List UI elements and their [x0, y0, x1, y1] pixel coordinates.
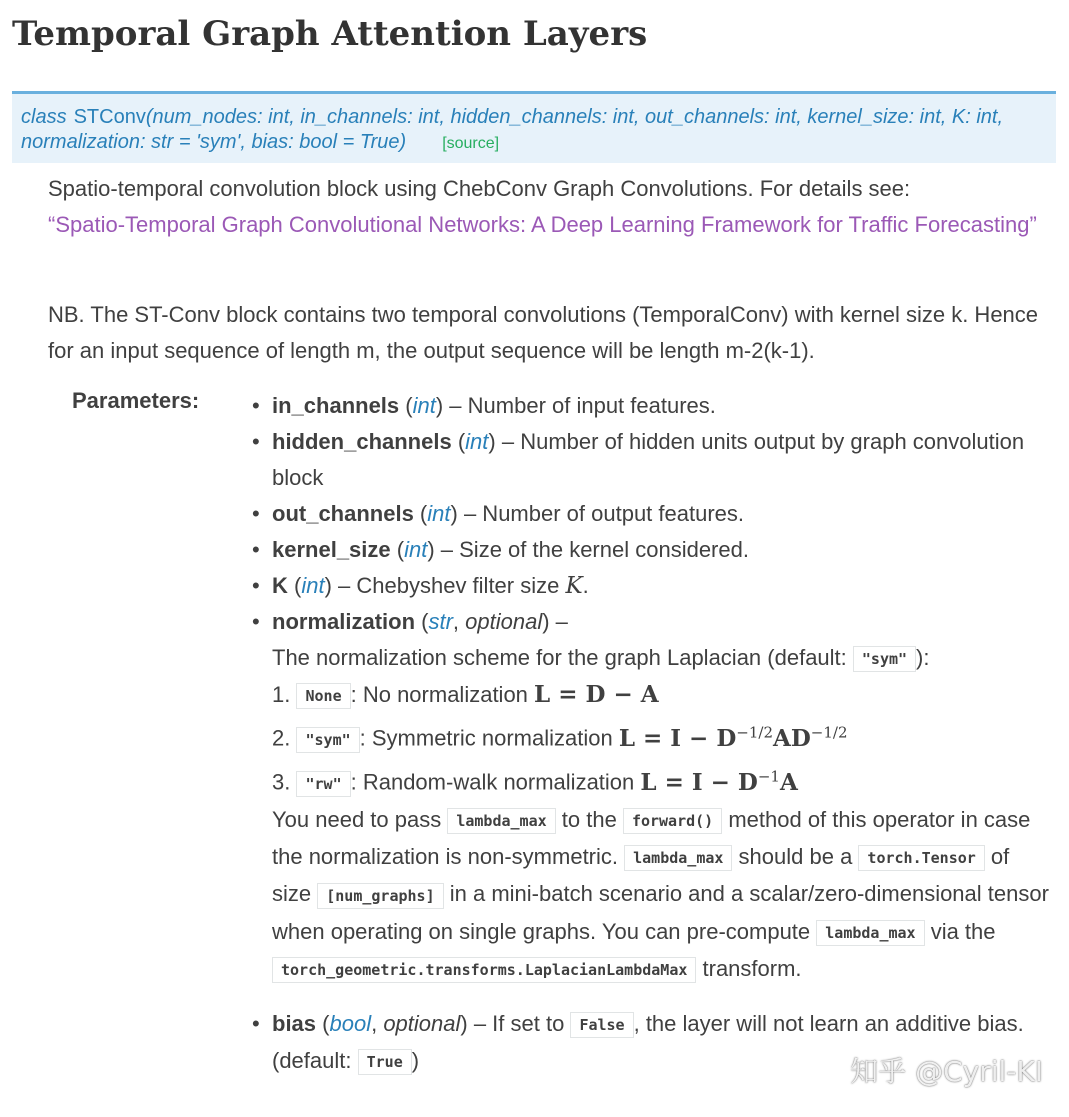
code-lambda-max: lambda_max — [624, 845, 732, 871]
param-desc: – Chebyshev filter size — [331, 573, 566, 598]
class-name: STConv — [73, 106, 146, 128]
param-desc: – Number of hidden units output by graph convolution block — [272, 429, 1025, 490]
code-num-graphs: [num_graphs] — [317, 883, 443, 909]
norm-item-1-num: 1. — [272, 682, 291, 708]
code-sym: "sym" — [296, 727, 359, 753]
param-name: in_channels — [272, 393, 400, 418]
param-type-link[interactable]: int — [412, 393, 436, 418]
code-true: True — [358, 1049, 412, 1075]
norm-item-3-text: : Random-walk normalization — [350, 769, 641, 795]
code-false: False — [570, 1012, 633, 1038]
formula-symmetric: $L = I - D^{-1/2}AD^{-1/2}$ — [618, 723, 848, 753]
param-type-link[interactable]: int — [301, 573, 325, 598]
lambda-text-7: via the — [924, 918, 996, 944]
normalization-scheme-text: The normalization scheme for the graph Laplacian (default: — [272, 645, 853, 670]
param-type-link[interactable]: int — [404, 537, 428, 562]
param-name: kernel_size — [272, 537, 391, 562]
code-sym-default: "sym" — [853, 646, 916, 672]
bias-text-2: , the layer will not learn an additive bias. (default: — [272, 1011, 1024, 1074]
page-title: Temporal Graph Attention Layers — [12, 14, 648, 54]
param-in-channels: • in_channels (int) – Number of input features. — [250, 388, 1050, 424]
lambda-text-2: to the — [555, 807, 623, 833]
param-type-link[interactable]: bool — [329, 1011, 372, 1036]
param-out-channels: • out_channels (int) – Number of output features. — [250, 496, 1050, 532]
lambda-text-6: in a mini-batch scenario and a scalar/zero-dimensional tensor when operating on single graphs. You can pre-compute — [272, 881, 1049, 944]
param-name: normalization — [272, 609, 416, 634]
parameters-label: Parameters: — [72, 388, 200, 413]
signature-params-line2: normalization: str = 'sym', bias: bool = True) — [21, 131, 407, 153]
paper-link[interactable]: “Spatio-Temporal Graph Convolutional Networks: A Deep Learning Framework for Traffic Forecasting” — [48, 212, 1037, 237]
norm-item-3-num: 3. — [272, 769, 291, 795]
param-bias: • bias (bool, optional) – If set to False , the layer will not learn an additive bias. (default: True ) — [250, 1006, 1050, 1080]
lambda-text-8: transform. — [696, 955, 802, 981]
norm-item-2-text: : Symmetric normalization — [359, 726, 619, 752]
formula-random-walk: $L = I - D^{-1}A$ — [640, 767, 798, 796]
parameters-list — [250, 388, 1050, 1080]
watermark: 知乎 @Cyril-KI — [850, 1055, 1043, 1088]
norm-item-2-num: 2. — [272, 726, 291, 752]
param-name: out_channels — [272, 501, 414, 526]
lambda-text-4: should be a — [732, 844, 859, 870]
code-laplacian-lambda-max: torch_geometric.transforms.LaplacianLambdaMax — [272, 957, 696, 983]
source-link[interactable]: [source] — [442, 135, 500, 152]
param-name: bias — [272, 1011, 317, 1036]
bias-text-3: ) — [411, 1048, 420, 1074]
lambda-text-3: method of this operator in case the normalization is non-symmetric. — [272, 807, 1031, 870]
code-torch-tensor: torch.Tensor — [858, 845, 984, 871]
param-k: • K (int) – Chebyshev filter size K. — [250, 568, 1050, 604]
description-nb: NB. The ST-Conv block contains two temporal convolutions (TemporalConv) with kernel size k. Hence for an input sequence of length m, the output sequence will be length m-2(k-1). — [48, 302, 1039, 363]
param-type-link[interactable]: str — [428, 609, 453, 634]
param-type-link[interactable]: int — [465, 429, 489, 454]
lambda-text-5: of size — [272, 844, 1010, 907]
code-none: None — [296, 683, 350, 709]
code-rw: "rw" — [296, 771, 350, 797]
param-normalization: • normalization (str, optional) – The normalization scheme for the graph Laplacian (default: "sym" ): 1. None : No normalization L = D − A 2. "sym" : Symmetric normalization $L = I - D^{-1/2}AD^{-1/2}$ 3. "rw" : Random-walk normalization $L = I - D^{-1}A$ You need to pass lambda_max to the forward() method of this operator in case the normalization is non-symmetric. lambda_max should be a torch.Tensor of size [num_graphs] in a mini-batch scenario and a scalar/zero-dimensional tensor when operating on single graphs. You can pre-compute lambda_max via the torch_geometric.transforms.LaplacianLambdaMax transform. — [250, 604, 1050, 988]
param-desc: – Number of output features. — [457, 501, 745, 526]
code-lambda-max: lambda_max — [447, 808, 555, 834]
intro-text: Spatio-temporal convolution block using ChebConv Graph Convolutions. For details see: — [48, 176, 911, 201]
param-optional: optional — [465, 609, 543, 634]
description-intro — [48, 171, 1048, 243]
param-name: K — [272, 573, 288, 598]
param-optional: optional — [383, 1011, 461, 1036]
param-desc: – Number of input features. — [443, 393, 716, 418]
param-type-link[interactable]: int — [427, 501, 451, 526]
bias-text-1: – If set to — [467, 1011, 571, 1036]
code-forward: forward() — [623, 808, 722, 834]
code-lambda-max: lambda_max — [816, 920, 924, 946]
formula-no-normalization: L = D − A — [534, 681, 659, 709]
param-name: hidden_channels — [272, 429, 452, 454]
class-keyword: class — [21, 106, 67, 128]
param-kernel-size: • kernel_size (int) – Size of the kernel considered. — [250, 532, 1050, 568]
param-hidden-channels: • hidden_channels (int) – Number of hidden units output by graph convolution block — [250, 424, 1050, 496]
signature-params-line1: (num_nodes: int, in_channels: int, hidden_channels: int, out_channels: int, kernel_size: int, K: int, — [145, 106, 1004, 128]
norm-item-1-text: : No normalization — [350, 682, 535, 708]
param-dash: – — [549, 609, 568, 634]
math-k: K — [565, 573, 583, 599]
lambda-text-1: You need to pass — [272, 807, 448, 833]
class-signature — [12, 91, 1056, 163]
param-desc: – Size of the kernel considered. — [434, 537, 749, 562]
